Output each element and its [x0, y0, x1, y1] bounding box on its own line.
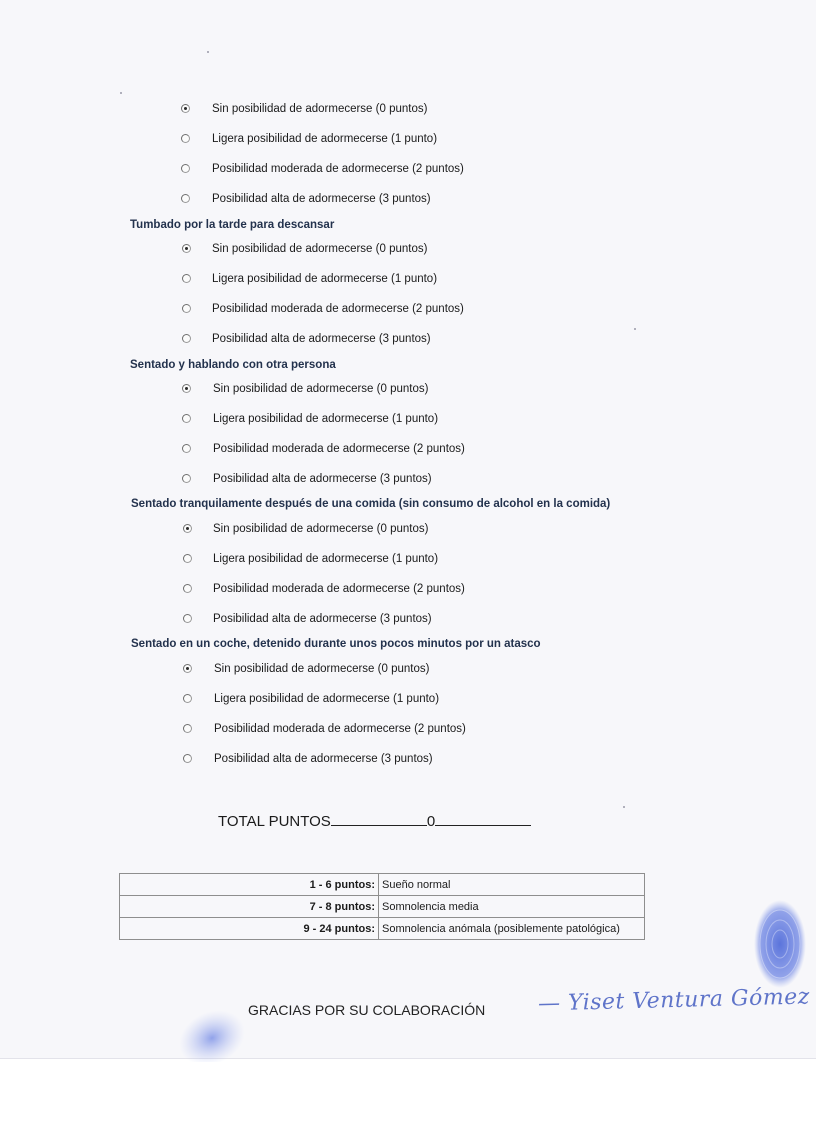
option-label: Posibilidad alta de adormecerse (3 puntos): [212, 333, 431, 345]
radio-button[interactable]: [182, 414, 191, 423]
option-label: Sin posibilidad de adormecerse (0 puntos): [213, 523, 429, 535]
question-title: Tumbado por la tarde para descansar: [130, 219, 335, 231]
radio-button[interactable]: [183, 554, 192, 563]
question-title: Sentado y hablando con otra persona: [130, 359, 336, 371]
option-label: Ligera posibilidad de adormecerse (1 punto): [213, 413, 439, 425]
option-label: Ligera posibilidad de adormecerse (1 punto): [212, 133, 438, 145]
scan-speck: [120, 92, 122, 94]
option-label: Posibilidad moderada de adormecerse (2 puntos): [214, 723, 466, 735]
radio-button[interactable]: [181, 134, 190, 143]
radio-button[interactable]: [181, 164, 190, 173]
legend-description: Somnolencia anómala (posiblemente patológica): [379, 918, 645, 940]
option-label: Posibilidad alta de adormecerse (3 puntos): [212, 193, 431, 205]
option-label: Sin posibilidad de adormecerse (0 puntos): [214, 663, 430, 675]
option-label: Ligera posibilidad de adormecerse (1 punto): [213, 553, 439, 565]
option-label: Posibilidad moderada de adormecerse (2 puntos): [212, 303, 464, 315]
handwritten-signature: — Yiset Ventura Gómez: [537, 984, 811, 1017]
radio-button[interactable]: [182, 244, 191, 253]
radio-button[interactable]: [183, 664, 192, 673]
option-label: Posibilidad alta de adormecerse (3 puntos): [214, 753, 433, 765]
option-label: Posibilidad moderada de adormecerse (2 puntos): [213, 583, 465, 595]
option-label: Posibilidad moderada de adormecerse (2 puntos): [213, 443, 465, 455]
radio-button[interactable]: [183, 754, 192, 763]
legend-range: 9 - 24 puntos:: [120, 918, 379, 940]
radio-button[interactable]: [181, 104, 190, 113]
radio-button[interactable]: [182, 304, 191, 313]
page-bottom-edge: [0, 1058, 816, 1124]
option-label: Ligera posibilidad de adormecerse (1 punto): [214, 693, 440, 705]
total-points: [218, 810, 531, 830]
radio-button[interactable]: [182, 444, 191, 453]
radio-button[interactable]: [182, 474, 191, 483]
total-label: TOTAL PUNTOS: [218, 813, 331, 830]
total-underline: [331, 810, 427, 826]
legend-description: Somnolencia media: [379, 896, 645, 918]
option-label: Sin posibilidad de adormecerse (0 puntos): [212, 103, 428, 115]
radio-button[interactable]: [182, 274, 191, 283]
scan-speck: [623, 806, 625, 808]
table-row: [120, 896, 645, 918]
fingerprint-stamp: [752, 898, 808, 990]
fingerprint-stamp: [176, 1010, 248, 1062]
radio-button[interactable]: [183, 584, 192, 593]
radio-button[interactable]: [182, 384, 191, 393]
score-legend-table: [119, 873, 645, 940]
total-value: 0: [426, 813, 436, 830]
radio-button[interactable]: [183, 524, 192, 533]
radio-button[interactable]: [183, 724, 192, 733]
option-label: Ligera posibilidad de adormecerse (1 punto): [212, 273, 438, 285]
radio-button[interactable]: [183, 694, 192, 703]
question-title: Sentado tranquilamente después de una comida (sin consumo de alcohol en la comida): [131, 498, 611, 510]
scan-speck: [634, 328, 636, 330]
table-row: [120, 918, 645, 940]
option-label: Sin posibilidad de adormecerse (0 puntos): [212, 243, 428, 255]
total-underline: [435, 810, 531, 826]
option-label: Posibilidad alta de adormecerse (3 puntos): [213, 473, 432, 485]
thanks-message: GRACIAS POR SU COLABORACIÓN: [248, 1002, 486, 1018]
legend-range: 1 - 6 puntos:: [120, 874, 379, 896]
legend-range: 7 - 8 puntos:: [120, 896, 379, 918]
option-label: Posibilidad moderada de adormecerse (2 puntos): [212, 163, 464, 175]
option-label: Sin posibilidad de adormecerse (0 puntos): [213, 383, 429, 395]
radio-button[interactable]: [183, 614, 192, 623]
table-row: [120, 874, 645, 896]
radio-button[interactable]: [182, 334, 191, 343]
option-label: Posibilidad alta de adormecerse (3 puntos): [213, 613, 432, 625]
question-title: Sentado en un coche, detenido durante unos pocos minutos por un atasco: [131, 638, 541, 650]
radio-button[interactable]: [181, 194, 190, 203]
legend-description: Sueño normal: [379, 874, 645, 896]
scan-speck: [207, 51, 209, 53]
